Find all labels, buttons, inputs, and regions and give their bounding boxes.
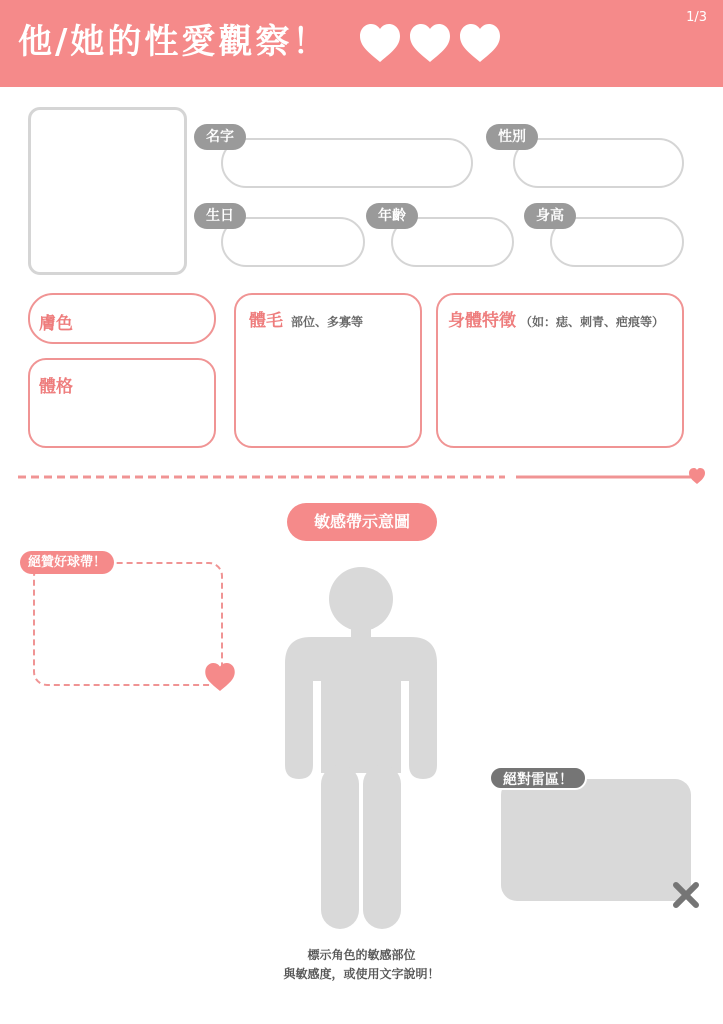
heart-icon: [360, 24, 400, 62]
name-label: 名字: [194, 124, 246, 150]
build-label: 體格: [39, 377, 73, 397]
body-silhouette[interactable]: [285, 565, 437, 930]
bad-zone-label: 絕對雷區！: [489, 766, 587, 790]
sensitive-zone-title: 敏感帶示意圖: [287, 503, 437, 541]
bad-zone-box[interactable]: [501, 779, 691, 901]
section-divider: [0, 465, 723, 487]
page-title: 他/她的性愛觀察！: [18, 22, 330, 62]
gender-label: 性別: [486, 124, 538, 150]
age-label: 年齡: [366, 203, 418, 229]
photo-box[interactable]: [28, 107, 187, 275]
caption-line-2: 與敏感度，或使用文字說明！: [283, 967, 440, 981]
body-hair-label: 體毛: [249, 311, 283, 331]
body-features-hint: （如：痣、刺青、疤痕等）: [520, 315, 665, 329]
gender-field[interactable]: [513, 138, 684, 188]
birthday-label: 生日: [194, 203, 246, 229]
heart-icon: [205, 663, 235, 691]
name-field[interactable]: [221, 138, 473, 188]
body-features-heading: [448, 306, 664, 331]
hearts-row: [360, 24, 500, 64]
skin-color-label: 膚色: [39, 314, 73, 334]
body-features-label: 身體特徵: [448, 311, 516, 331]
heart-icon: [460, 24, 500, 62]
body-hair-hint: 部位、多寡等: [291, 315, 364, 329]
height-label: 身高: [524, 203, 576, 229]
heart-icon: [410, 24, 450, 62]
close-x-icon: [672, 881, 700, 909]
page-indicator: 1/3: [686, 10, 707, 25]
body-hair-heading: [249, 306, 363, 331]
good-zone-label: 絕贊好球帶！: [20, 551, 114, 574]
heart-icon: [689, 468, 705, 484]
good-zone-box[interactable]: [33, 562, 223, 686]
caption-line-1: 標示角色的敏感部位: [307, 948, 416, 962]
instruction-caption: [200, 946, 523, 984]
